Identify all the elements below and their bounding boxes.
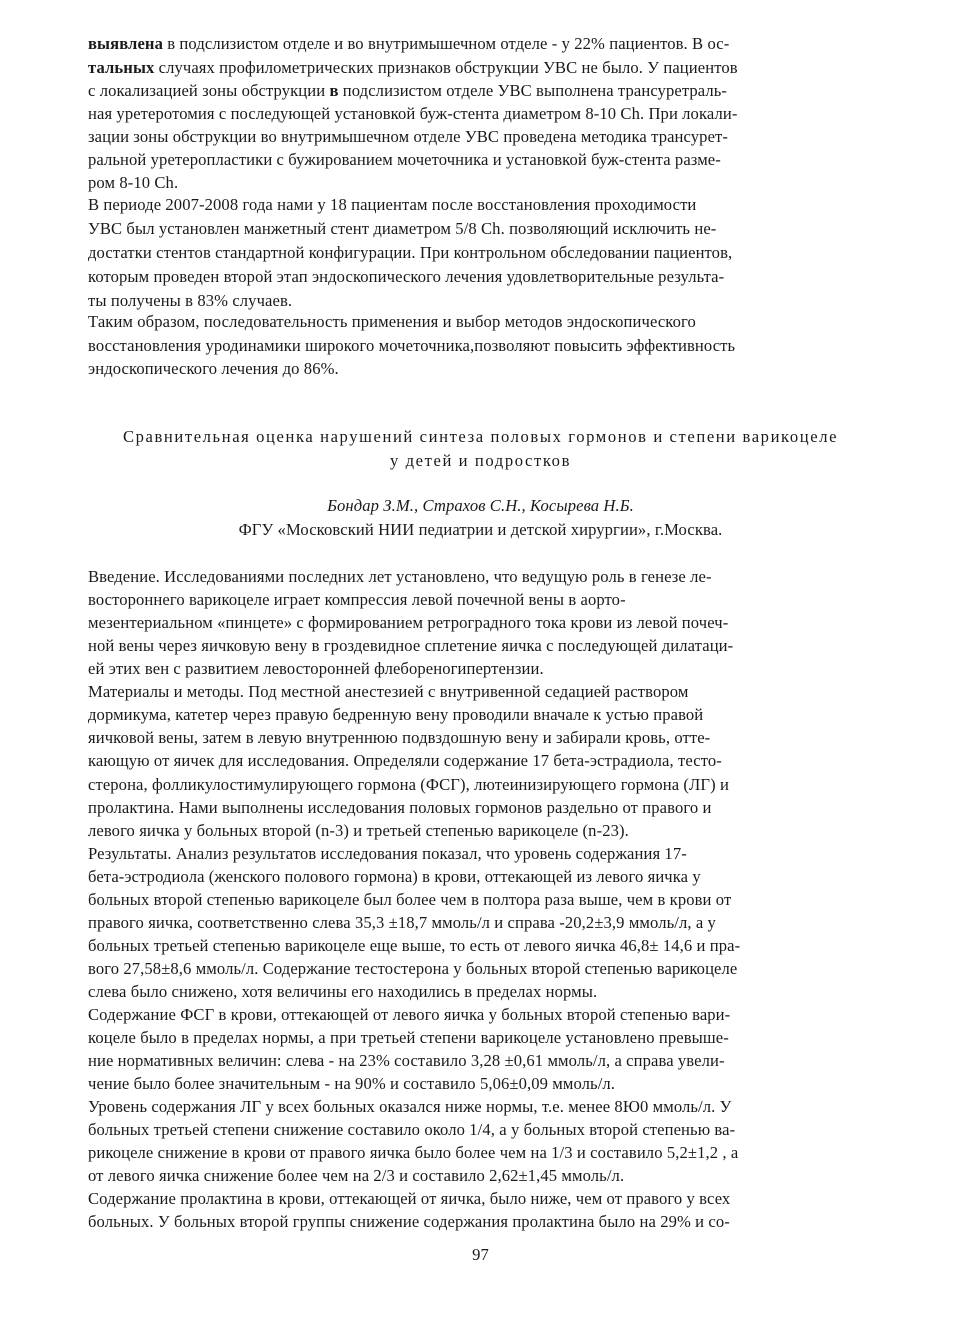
- text-line: [88, 80, 873, 102]
- text-run: случаях профилометрических признаков обструкции УВС не было. У пациентов: [154, 58, 738, 77]
- body-text-line: пролактина. Нами выполнены исследования половых гормонов раздельно от правого и: [88, 797, 712, 817]
- body-text-line: вого 27,58±8,6 ммоль/л. Содержание тестостерона у больных второй степенью варикоцеле: [88, 958, 738, 978]
- text-line: [88, 290, 873, 312]
- text-line: [88, 172, 873, 194]
- body-text-line: востороннего варикоцеле играет компрессия левой почечной вены в аорто-: [88, 590, 626, 609]
- text-run: подслизистом отделе УВС выполнена трансуретраль-: [338, 81, 728, 100]
- text-run: зации зоны обструкции во внутримышечном отделе УВС проведена методика трансурет-: [88, 127, 729, 146]
- page-number: 97: [472, 1245, 489, 1264]
- body-text-line: чение было более значительным - на 90% и составило 5,06±0,09 ммоль/л.: [88, 1074, 616, 1094]
- text-line: [88, 335, 873, 357]
- body-text-line: кающую от яичек для исследования. Определяли содержание 17 бета-эстрадиола, тесто-: [88, 751, 722, 771]
- body-text-line: ей этих вен с развитием левосторонней флебореногипертензии.: [88, 659, 544, 679]
- text-run: с локализацией зоны обструкции: [88, 81, 330, 100]
- body-text-line: Уровень содержания ЛГ у всех больных оказался ниже нормы, т.е. менее 8Ю0 ммоль/л. У: [88, 1097, 732, 1117]
- text-run: которым проведен второй этап эндоскопического лечения удовлетворительные результа-: [88, 267, 725, 286]
- text-line: [88, 266, 873, 288]
- body-text-line: слева было снижено, хотя величины его находились в пределах нормы.: [88, 981, 598, 1001]
- bold-text-run: тальных: [88, 58, 155, 77]
- text-run: ты получены в 83% случаев.: [88, 291, 293, 310]
- text-line: [88, 194, 873, 216]
- text-run: ральной уретеропластики с бужированием мочеточника и установкой буж-стента разме-: [88, 150, 721, 169]
- body-text-line: Материалы и методы. Под местной анестезией с внутривенной седацией раствором: [88, 682, 689, 702]
- body-text-line: Содержание ФСГ в крови, оттекающей от левого яичка у больных второй степенью вари-: [88, 1005, 731, 1024]
- body-text-line: от левого яичка снижение более чем на 2/3 и составило 2,62±1,45 ммоль/л.: [88, 1166, 625, 1186]
- body-text-line: правого яичка, соответственно слева 35,3 ±18,7 ммоль/л и справа -20,2±3,9 ммоль/л, а у: [88, 912, 716, 932]
- text-line: [88, 242, 873, 264]
- body-text-line: яичковой вены, затем в левую внутреннюю подвздошную вену и забирали кровь, отте-: [88, 728, 711, 748]
- body-text-line: больных второй степенью варикоцеле был более чем в полтора раза выше, чем в крови от: [88, 889, 732, 909]
- article-title-line-1: Сравнительная оценка нарушений синтеза половых гормонов и степени варикоцеле: [122, 427, 839, 446]
- body-text-line: больных третьей степенью варикоцеле еще выше, то есть от левого яичка 46,8± 14,6 и пра-: [88, 935, 741, 955]
- text-run: Таким образом, последовательность применения и выбор методов эндоскопического: [88, 312, 696, 331]
- body-text-line: мезентериальном «пинцете» с формированием ретроградного тока крови из левой почеч-: [88, 613, 729, 633]
- text-line: [88, 126, 873, 148]
- text-line: [88, 57, 873, 79]
- body-text-line: дормикума, катетер через правую бедренную вену проводили вначале к устью правой: [88, 705, 704, 725]
- text-run: ная уретеротомия с последующей установкой буж-стента диаметром 8-10 Ch. При локали-: [88, 104, 738, 123]
- text-line: [88, 149, 873, 171]
- body-text-line: ной вены через яичковую вену в гроздевидное сплетение яичка с последующей дилатаци-: [88, 636, 734, 656]
- article-title-line-2: у детей и подростков: [389, 451, 572, 470]
- body-text-line: бета-эстродиола (женского полового гормона) в крови, оттекающей из левого яичка у: [88, 866, 701, 886]
- body-text-line: Результаты. Анализ результатов исследования показал, что уровень содержания 17-: [88, 843, 687, 863]
- text-line: [88, 33, 873, 55]
- text-line: [88, 358, 873, 380]
- text-run: в подслизистом отделе и во внутримышечном отделе - у 22% пациентов. В ос-: [162, 34, 730, 53]
- body-text-line: больных. У больных второй группы снижение содержания пролактина было на 29% и со-: [88, 1212, 730, 1232]
- body-text-line: Содержание пролактина в крови, оттекающей от яичка, было ниже, чем от правого у всех: [88, 1189, 731, 1209]
- text-line: [88, 311, 873, 333]
- bold-text-run: выявлена: [88, 34, 163, 53]
- body-text-line: больных третьей степени снижение составило около 1/4, а у больных второй степенью ва-: [88, 1120, 736, 1140]
- body-text-line: рикоцеле снижение в крови от правого яичка было более чем на 1/3 и составило 5,2±1,2 , а: [88, 1143, 739, 1163]
- article-affiliation: ФГУ «Московский НИИ педиатрии и детской хирургии», г.Москва.: [238, 520, 723, 539]
- text-run: эндоскопического лечения до 86%.: [88, 359, 339, 378]
- text-run: В периоде 2007-2008 года нами у 18 пациентам после восстановления проходимости: [88, 195, 697, 214]
- body-text-line: левого яичка у больных второй (n-3) и третьей степенью варикоцеле (n-23).: [88, 820, 629, 840]
- body-text-line: коцеле было в пределах нормы, а при третьей степени варикоцеле установлено превыше-: [88, 1028, 729, 1047]
- body-text-line: ние нормативных величин: слева - на 23% составило 3,28 ±0,61 ммоль/л, а справа увели-: [88, 1051, 725, 1070]
- text-run: достатки стентов стандартной конфигурации. При контрольном обследовании пациентов,: [88, 243, 733, 262]
- text-run: восстановления уродинамики широкого мочеточника,позволяют повысить эффективность: [88, 336, 736, 355]
- article-authors: Бондар З.М., Страхов С.Н., Косырева Н.Б.: [327, 496, 634, 515]
- text-line: [88, 103, 873, 125]
- body-text-line: Введение. Исследованиями последних лет установлено, что ведущую роль в генезе ле-: [88, 567, 712, 586]
- text-line: [88, 218, 873, 240]
- text-run: УВС был установлен манжетный стент диаметром 5/8 Ch. позволяющий исключить не-: [88, 219, 717, 238]
- text-run: ром 8-10 Ch.: [88, 173, 179, 192]
- body-text-line: стерона, фолликулостимулирующего гормона (ФСГ), лютеинизирующего гормона (ЛГ) и: [88, 774, 729, 794]
- bold-text-run: в: [329, 81, 339, 100]
